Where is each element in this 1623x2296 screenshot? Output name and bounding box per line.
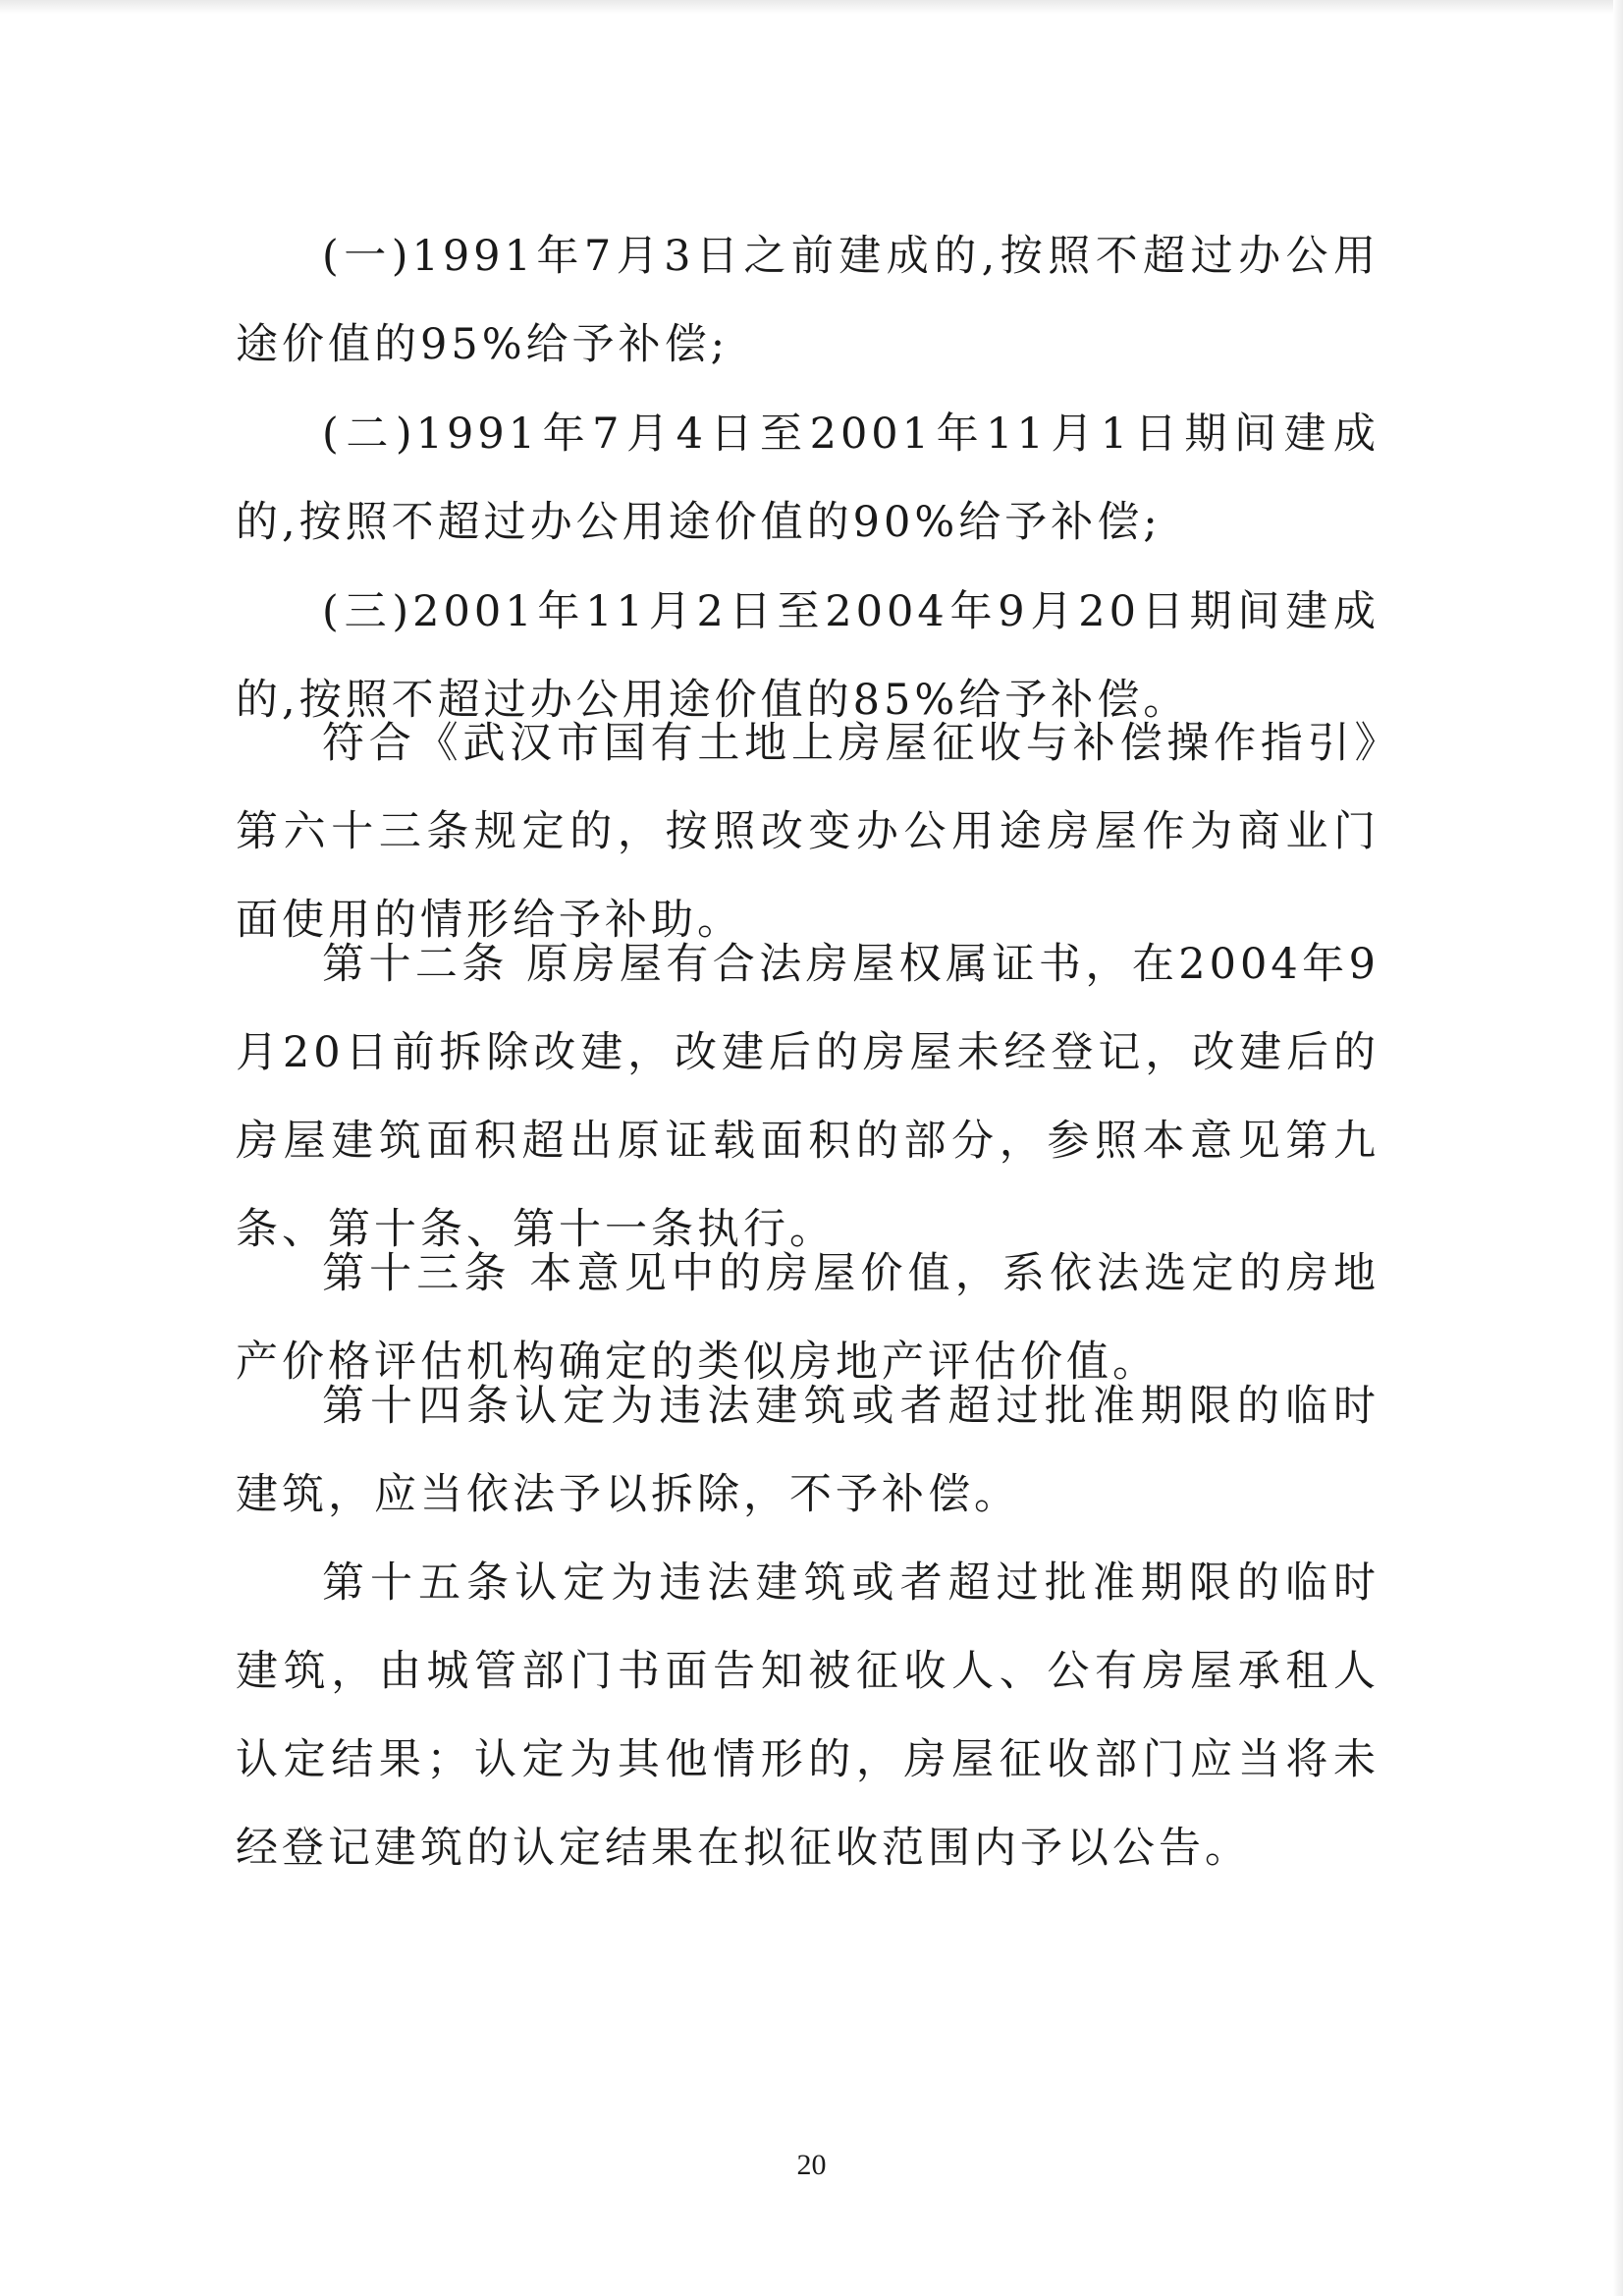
paragraph-article-12: 第十二条 原房屋有合法房屋权属证书，在2004年9月20日前拆除改建，改建后的房屋未经登记，改建后的房屋建筑面积超出原证载面积的部分，参照本意见第九条、第十条、第十一条执行。 xyxy=(236,940,1380,1254)
paragraph-article-13: 第十三条 本意见中的房屋价值，系依法选定的房地产价格评估机构确定的类似房地产评估价值。 xyxy=(236,1249,1380,1387)
scan-edge-top xyxy=(0,0,1623,14)
paragraph-clause-1: (一)1991年7月3日之前建成的,按照不超过办公用途价值的95%给予补偿; xyxy=(236,232,1380,369)
scan-edge-right xyxy=(1613,0,1623,2296)
paragraph-article-14: 第十四条认定为违法建筑或者超过批准期限的临时建筑，应当依法予以拆除，不予补偿。 xyxy=(236,1382,1380,1519)
paragraph-article-15: 第十五条认定为违法建筑或者超过批准期限的临时建筑，由城管部门书面告知被征收人、公有房屋承租人认定结果；认定为其他情形的，房屋征收部门应当将未经登记建筑的认定结果在拟征收范围内予以公告。 xyxy=(236,1558,1380,1873)
paragraph-clause-2: (二)1991年7月4日至2001年11月1日期间建成的,按照不超过办公用途价值的90%给予补偿; xyxy=(236,410,1380,547)
paragraph-guideline-reference: 符合《武汉市国有土地上房屋征收与补偿操作指引》第六十三条规定的，按照改变办公用途房屋作为商业门面使用的情形给予补助。 xyxy=(236,719,1380,945)
paragraph-clause-3: (三)2001年11月2日至2004年9月20日期间建成的,按照不超过办公用途价值的85%给予补偿。 xyxy=(236,587,1380,725)
page-number: 20 xyxy=(796,2149,827,2181)
